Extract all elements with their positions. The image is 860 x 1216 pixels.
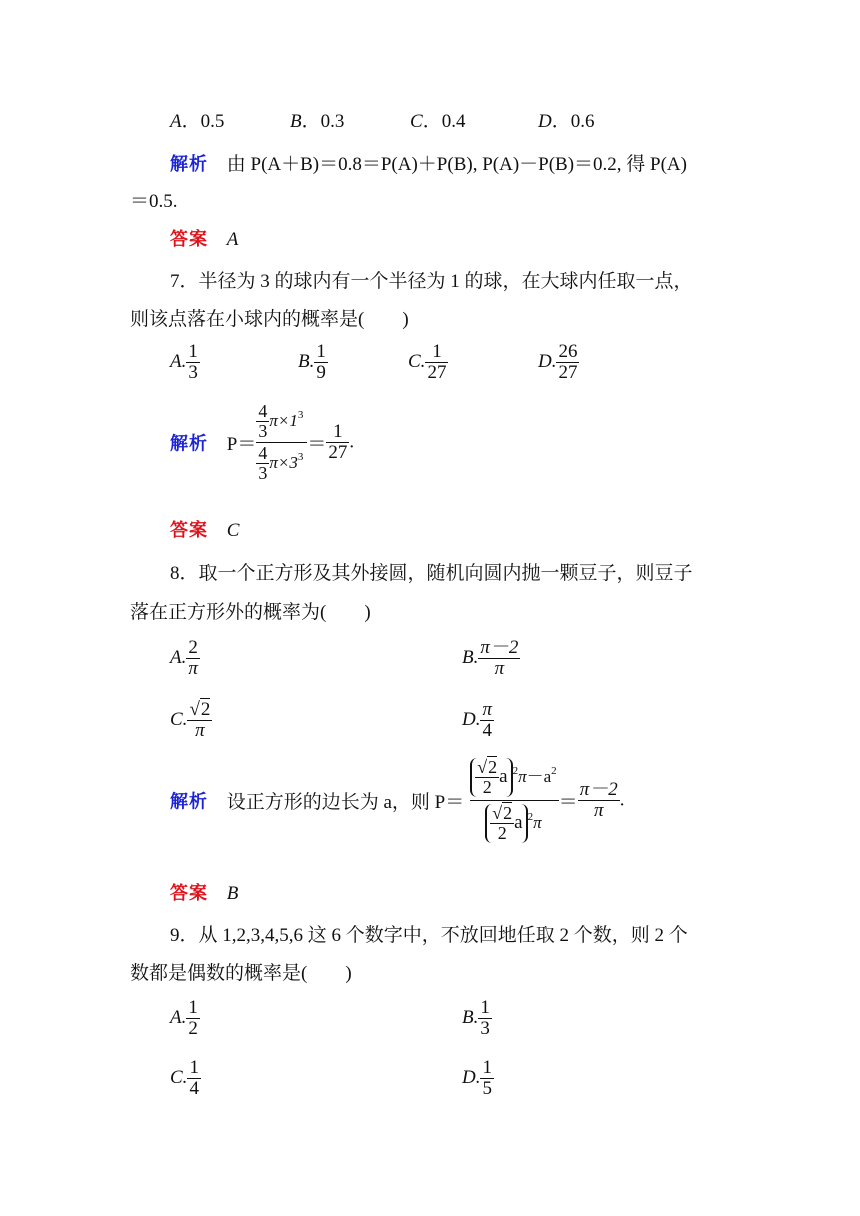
q7-stem-line2: 则该点落在小球内的概率是( ) bbox=[130, 309, 409, 330]
q9-option-d: D. $\frac{1}{5}$ bbox=[462, 1057, 492, 1099]
q7-formula-big-fraction: $\frac{4}{3}$ $\pi\times 1^3$ $\frac{4}{3}$ $\pi\times 3^3$ bbox=[256, 402, 307, 483]
q9-option-b: B. $\frac{1}{3}$ bbox=[462, 997, 490, 1039]
q6-option-c-letter: C bbox=[410, 111, 423, 132]
q7-option-a-letter: A. bbox=[170, 350, 187, 372]
q6-analysis-line2: ＝0.5. bbox=[130, 191, 178, 212]
q9-option-d-fraction: $\frac{1}{5}$ bbox=[482, 1057, 492, 1099]
q6-option-c-text: 0.4 bbox=[441, 111, 466, 132]
q7-answer-value: C bbox=[226, 520, 240, 541]
q8-option-a-fraction: $\frac{2}{\pi}$ bbox=[188, 637, 198, 679]
q6-analysis-label: 解析 bbox=[170, 154, 208, 175]
q6-answer-value: A bbox=[226, 229, 239, 250]
q9-option-c-fraction: $\frac{1}{4}$ bbox=[189, 1057, 199, 1099]
q8-option-b: B. $\frac{\pi-2}{\pi}$ bbox=[462, 637, 519, 679]
q9-option-a: A. $\frac{1}{2}$ bbox=[170, 997, 198, 1039]
q8-formula-result: $\frac{\pi-2}{\pi}$ bbox=[579, 778, 618, 821]
q9-option-b-fraction: $\frac{1}{3}$ bbox=[480, 997, 490, 1039]
q6-option-b: B．0.3 bbox=[290, 111, 345, 132]
q6-analysis bbox=[170, 149, 687, 176]
q7-option-b-fraction: $\frac{1}{9}$ bbox=[316, 341, 326, 383]
q8-option-c: C. $\frac{√2}{\pi}$ bbox=[170, 699, 211, 741]
q7-option-d-letter: D. bbox=[538, 350, 557, 372]
q8-stem-line2: 落在正方形外的概率为( ) bbox=[130, 602, 371, 623]
q8-option-d: D. $\frac{\pi}{4}$ bbox=[462, 699, 493, 741]
q7-analysis: 解析 P＝ $\frac{4}{3}$ $\pi\times 1^3$ $\frac{4}{3}$ $\pi\times 3^3$ ＝ $\frac{1}{27}$ . bbox=[170, 401, 355, 483]
q8-analysis-text: 设正方形的边长为 a，则 P＝ bbox=[226, 791, 465, 813]
q6-analysis-text: 由 P(A＋B)＝0.8＝P(A)＋P(B), P(A)－P(B)＝0.2, 得 P(A) bbox=[226, 154, 687, 175]
q6-option-b-text: 0.3 bbox=[320, 111, 345, 132]
q7-option-b bbox=[298, 342, 328, 383]
q7-option-b-letter: B. bbox=[298, 350, 315, 372]
q8-stem-line1: 8．取一个正方形及其外接圆，随机向圆内抛一颗豆子，则豆子 bbox=[170, 563, 693, 584]
q7-stem-line1: 7．半径为 3 的球内有一个半径为 1 的球，在大球内任取一点， bbox=[170, 271, 693, 292]
q8-option-c-fraction: $\frac{√2}{\pi}$ bbox=[189, 699, 211, 741]
q7-option-a bbox=[170, 342, 200, 383]
q6-option-c: C．0.4 bbox=[410, 111, 466, 132]
q9-option-a-fraction: $\frac{1}{2}$ bbox=[188, 997, 198, 1039]
q8-answer-value: B bbox=[226, 883, 239, 904]
q6-option-d-letter: D bbox=[538, 111, 552, 132]
q9-stem-line2: 数都是偶数的概率是( ) bbox=[130, 963, 352, 984]
q6-answer-label: 答案 bbox=[170, 229, 208, 250]
q7-option-a-fraction: $\frac{1}{3}$ bbox=[188, 341, 198, 383]
q8-formula-big-fraction: $\frac{√2}{2}$ a $^2\pi-a^2$ $\frac{√2}{2}$ a $^2$π bbox=[470, 758, 558, 843]
q6-option-a-text: 0.5 bbox=[200, 111, 225, 132]
q7-analysis-label: 解析 bbox=[170, 433, 208, 455]
q7-option-c-letter: C. bbox=[408, 350, 426, 372]
q6-option-d-text: 0.6 bbox=[570, 111, 595, 132]
q7-option-c-fraction: $\frac{1}{27}$ bbox=[427, 341, 447, 383]
q8-answer bbox=[170, 879, 238, 905]
q7-formula-lhs: P＝ bbox=[226, 433, 257, 455]
q8-option-d-fraction: $\frac{\pi}{4}$ bbox=[482, 699, 493, 741]
q7-option-d bbox=[538, 342, 579, 383]
q6-option-d: D．0.6 bbox=[538, 111, 595, 132]
q8-analysis: 解析 设正方形的边长为 a，则 P＝ $\frac{√2}{2}$ a $^2\pi-a^2$ $\frac{√2}{2}$ a $^2$π ＝ $\frac{\pi-2}{\pi}$ . bbox=[170, 757, 625, 843]
q9-stem-line1: 9．从 1,2,3,4,5,6 这 6 个数字中，不放回地任取 2 个数，则 2 个 bbox=[170, 925, 688, 946]
q8-analysis-label: 解析 bbox=[170, 791, 208, 813]
q6-option-a-letter: A bbox=[170, 111, 182, 132]
q7-option-c bbox=[408, 342, 448, 383]
q8-answer-label: 答案 bbox=[170, 883, 208, 904]
q7-formula-result: $\frac{1}{27}$ bbox=[328, 420, 348, 463]
q7-answer bbox=[170, 516, 239, 542]
q6-answer bbox=[170, 225, 238, 251]
q8-option-a: A. $\frac{2}{\pi}$ bbox=[170, 637, 198, 679]
q8-option-b-fraction: $\frac{\pi-2}{\pi}$ bbox=[480, 637, 519, 679]
q9-option-c: C. $\frac{1}{4}$ bbox=[170, 1057, 199, 1099]
q7-option-d-fraction: $\frac{26}{27}$ bbox=[558, 341, 578, 383]
q6-options: A．0.5 bbox=[170, 111, 225, 132]
q7-answer-label: 答案 bbox=[170, 520, 208, 541]
q6-option-b-letter: B bbox=[290, 111, 302, 132]
